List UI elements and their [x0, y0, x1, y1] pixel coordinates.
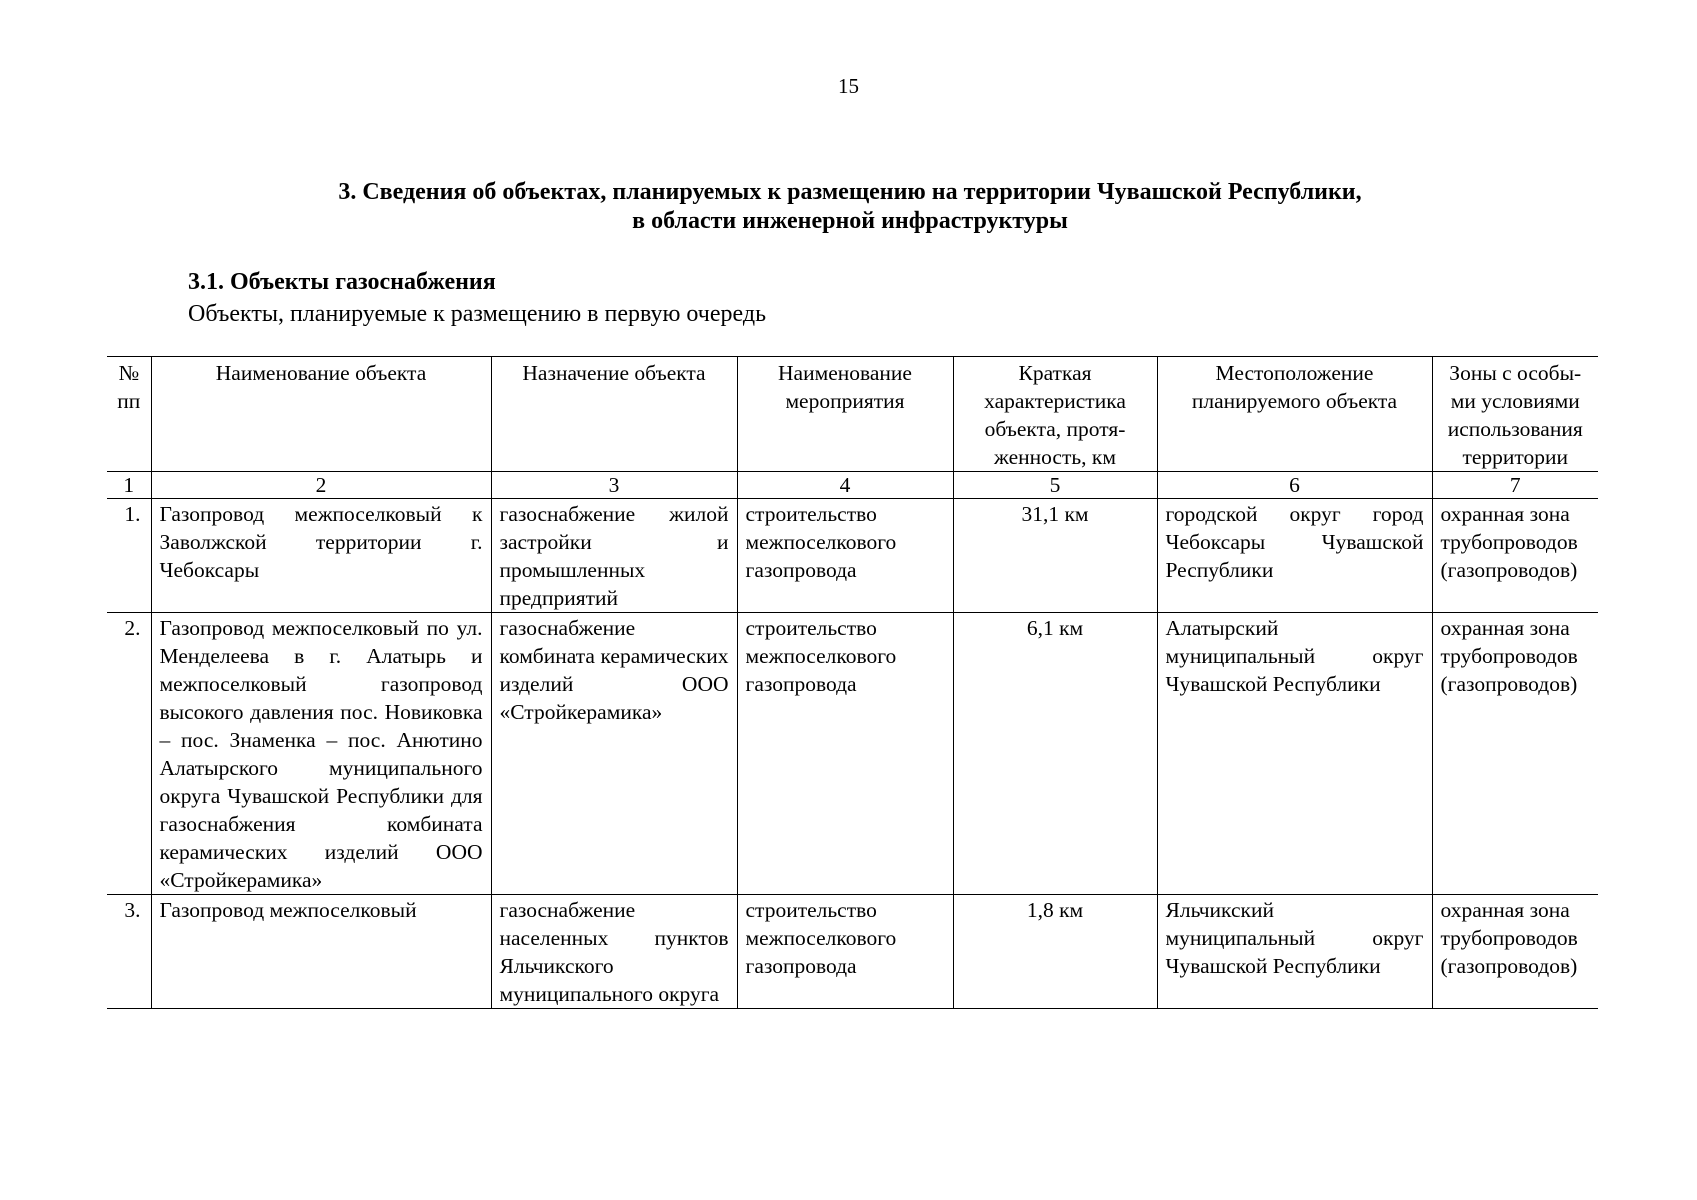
column-number-cell: 7 [1432, 472, 1598, 499]
object-purpose-cell: газоснабжение жилой застройки и промышленных предприятий [491, 499, 737, 613]
special-zones-cell: охранная зона трубопроводов (газопроводов) [1432, 499, 1598, 613]
location-cell: городской округ город Чебоксары Чувашской Республики [1157, 499, 1432, 613]
location-cell: Алатырский муниципальный округ Чувашской Республики [1157, 613, 1432, 895]
subsection-title: 3.1. Объекты газоснабжения [188, 269, 496, 295]
gas-supply-objects-table [107, 356, 1598, 1009]
header-cell-location: Местоположение планируемого объекта [1157, 357, 1432, 472]
row-number-cell: 3. [107, 895, 151, 1009]
header-cell-number: № пп [107, 357, 151, 472]
length-cell: 6,1 км [953, 613, 1157, 895]
object-name-cell: Газопровод межпоселковый к Заволжской территории г. Чебоксары [151, 499, 491, 613]
table-header-row [107, 357, 1598, 472]
object-name-cell: Газопровод межпоселковый [151, 895, 491, 1009]
special-zones-cell: охранная зона трубопроводов (газопроводов) [1432, 895, 1598, 1009]
section-title-line-1: 3. Сведения об объектах, планируемых к размещению на территории Чувашской Республики, [338, 179, 1362, 205]
section-title-line-2: в области инженерной инфраструктуры [632, 208, 1068, 234]
column-number-cell: 3 [491, 472, 737, 499]
table-row [107, 499, 1598, 613]
header-cell-special-zones: Зоны с особы-ми условиями использования территории [1432, 357, 1598, 472]
column-number-cell: 1 [107, 472, 151, 499]
page-number: 15 [838, 74, 859, 98]
measure-cell: строительство межпоселкового газопровода [737, 895, 953, 1009]
object-name-cell: Газопровод межпоселковый по ул. Менделеева в г. Алатырь и межпоселковый газопровод высокого давления пос. Новиковка – пос. Знаменка – пос. Анютино Алатырского муниципального округа Чувашской Республики для газоснабжения комбината керамических изделий ООО «Стройкерамика» [151, 613, 491, 895]
length-cell: 31,1 км [953, 499, 1157, 613]
table-column-numbers-row [107, 472, 1598, 499]
column-number-cell: 4 [737, 472, 953, 499]
table-row [107, 895, 1598, 1009]
special-zones-cell: охранная зона трубопроводов (газопроводов) [1432, 613, 1598, 895]
header-cell-object-name: Наименование объекта [151, 357, 491, 472]
measure-cell: строительство межпоселкового газопровода [737, 499, 953, 613]
header-cell-object-purpose: Назначение объекта [491, 357, 737, 472]
object-purpose-cell: газоснабжение комбината керамических изделий ООО «Стройкерамика» [491, 613, 737, 895]
object-purpose-cell: газоснабжение населенных пунктов Яльчикского муниципального округа [491, 895, 737, 1009]
length-cell: 1,8 км [953, 895, 1157, 1009]
header-cell-characteristics: Краткая характеристика объекта, протя-женность, км [953, 357, 1157, 472]
location-cell: Яльчикский муниципальный округ Чувашской Республики [1157, 895, 1432, 1009]
row-number-cell: 2. [107, 613, 151, 895]
column-number-cell: 6 [1157, 472, 1432, 499]
header-cell-measure-name: Наименование мероприятия [737, 357, 953, 472]
row-number-cell: 1. [107, 499, 151, 613]
section-title [150, 178, 1550, 236]
column-number-cell: 2 [151, 472, 491, 499]
measure-cell: строительство межпоселкового газопровода [737, 613, 953, 895]
column-number-cell: 5 [953, 472, 1157, 499]
subsection-note: Объекты, планируемые к размещению в первую очередь [188, 301, 767, 327]
table-row [107, 613, 1598, 895]
